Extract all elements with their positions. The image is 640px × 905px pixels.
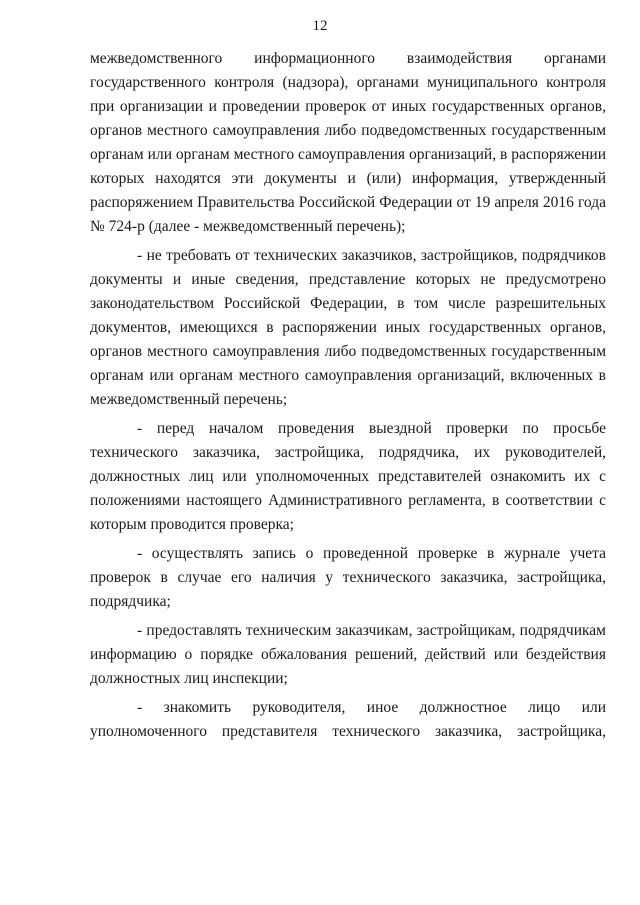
document-body xyxy=(90,47,606,744)
paragraph-interagency-list: межведомственного информационного взаимодействия органами государственного контроля (надзора), органами муниципального контроля при организации и проведении проверок от иных государственных органов, органов местного самоуправления либо подведомственных государственным органам или органам местного самоуправления организаций, в распоряжении которых находятся эти документы и (или) информация, утвержденный распоряжением Правительства Российской Федерации от 19 апреля 2016 года № 724-р (далее - межведомственный перечень); xyxy=(90,50,606,235)
paragraph-journal-record: - осуществлять запись о проведенной проверке в журнале учета проверок в случае его наличия у технического заказчика, застройщика, подрядчика; xyxy=(90,545,606,610)
paragraph-appeal-procedure: - предоставлять техническим заказчикам, застройщикам, подрядчикам информацию о порядке обжалования решений, действий или бездействия должностных лиц инспекции; xyxy=(90,622,606,687)
paragraph-do-not-require-documents: - не требовать от технических заказчиков, застройщиков, подрядчиков документы и иные сведения, представление которых не предусмотрено законодательством Российской Федерации, в том числе разрешительных документов, имеющихся в распоряжении иных государственных органов, органов местного самоуправления либо подведомственных государственным органам или органам местного самоуправления организаций, включенных в межведомственный перечень; xyxy=(90,247,606,408)
page-number: 12 xyxy=(312,18,328,34)
paragraph-familiarize-with-regulation: - перед началом проведения выездной проверки по просьбе технического заказчика, застройщика, подрядчика, их руководителей, должностных лиц или уполномоченных представителей ознакомить их с положениями настоящего Административного регламента, в соответствии с которым проводится проверка; xyxy=(90,420,606,533)
paragraph-acquaint-representative: - знакомить руководителя, иное должностное лицо или уполномоченного представителя технического заказчика, застройщика, xyxy=(90,699,606,740)
